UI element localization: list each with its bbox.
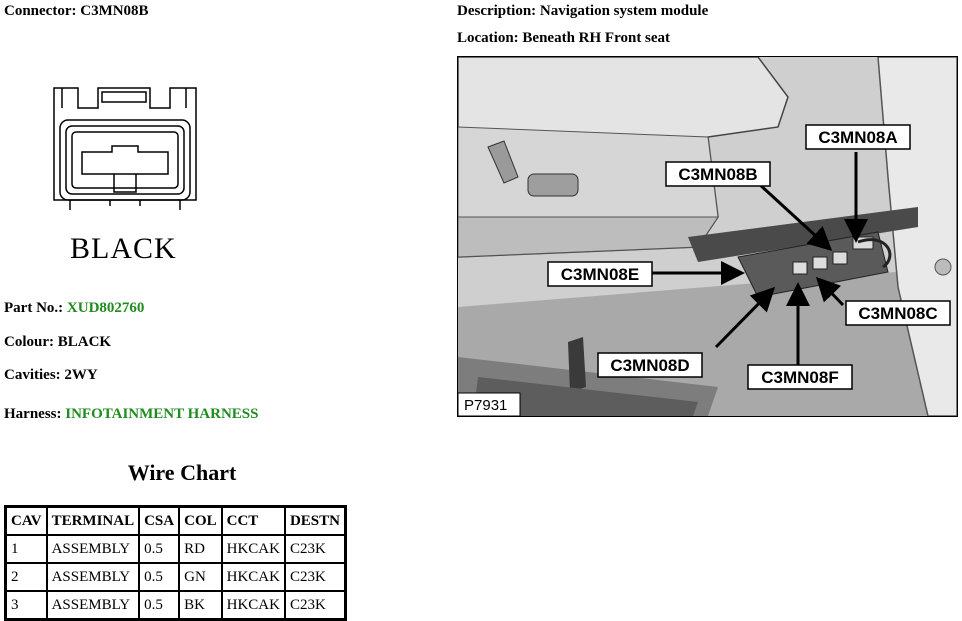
photo-id-label: P7931 (464, 397, 508, 414)
cell-col: BK (179, 591, 222, 620)
cell-destn: C23K (285, 535, 346, 563)
cell-destn: C23K (285, 563, 346, 591)
colour-value: BLACK (57, 334, 112, 350)
callout-d (598, 353, 702, 377)
colour-label: Colour: (4, 334, 54, 350)
cell-terminal: ASSEMBLY (47, 591, 140, 620)
callout-a-label: C3MN08A (818, 128, 898, 147)
part-number-label: Part No.: (4, 300, 64, 316)
location-value: Beneath RH Front seat (522, 30, 671, 46)
callout-e-label: C3MN08E (560, 265, 640, 284)
cell-destn: C23K (285, 591, 346, 620)
column-header-cav: CAV (6, 507, 47, 536)
cell-terminal: ASSEMBLY (47, 535, 140, 563)
table-header-row (6, 507, 346, 536)
description-line (457, 3, 708, 20)
connector-title (4, 3, 149, 20)
seat-area-illustration (458, 57, 957, 416)
cell-csa: 0.5 (139, 535, 179, 563)
cell-cct: HKCAK (222, 563, 285, 591)
cell-csa: 0.5 (139, 563, 179, 591)
table-row (6, 535, 346, 563)
callout-b-label: C3MN08B (678, 165, 758, 184)
description-label: Description: (457, 3, 537, 19)
table-row (6, 591, 346, 620)
connector-colour-caption: BLACK (70, 232, 177, 265)
cell-cav: 1 (6, 535, 47, 563)
location-line (457, 30, 670, 47)
cell-cav: 3 (6, 591, 47, 620)
location-photo (457, 56, 958, 417)
callout-e (548, 262, 652, 286)
connector-face-drawing (50, 80, 200, 215)
wire-chart-title: Wire Chart (127, 460, 237, 485)
part-number-line (4, 300, 144, 317)
cavities-value: 2WY (64, 367, 98, 383)
cavities-label: Cavities: (4, 367, 61, 383)
photo-id-box (458, 393, 520, 416)
cell-cav: 2 (6, 563, 47, 591)
cell-terminal: ASSEMBLY (47, 563, 140, 591)
cell-col: RD (179, 535, 222, 563)
column-header-col: COL (179, 507, 222, 536)
connector-label: Connector: (4, 3, 77, 19)
cell-cct: HKCAK (222, 535, 285, 563)
callout-b (666, 162, 770, 186)
harness-label: Harness: (4, 406, 62, 422)
column-header-terminal: TERMINAL (47, 507, 140, 536)
cell-csa: 0.5 (139, 591, 179, 620)
column-header-csa: CSA (139, 507, 179, 536)
cell-cct: HKCAK (222, 591, 285, 620)
callout-d-label: C3MN08D (610, 356, 690, 375)
part-number-link[interactable]: XUD802760 (66, 300, 145, 316)
column-header-cct: CCT (222, 507, 285, 536)
cell-col: GN (179, 563, 222, 591)
harness-link[interactable]: INFOTAINMENT HARNESS (65, 406, 259, 422)
callout-f-label: C3MN08F (761, 368, 839, 387)
wire-chart-table (4, 505, 347, 621)
column-header-destn: DESTN (285, 507, 346, 536)
cavities-line (4, 367, 98, 384)
callout-a (806, 125, 910, 149)
callout-f (748, 365, 852, 389)
connector-value: C3MN08B (80, 3, 149, 19)
description-value: Navigation system module (539, 3, 709, 19)
callout-c-label: C3MN08C (858, 304, 938, 323)
colour-line (4, 334, 111, 351)
location-label: Location: (457, 30, 519, 46)
callout-c (846, 301, 950, 325)
harness-line (4, 406, 258, 423)
table-row (6, 563, 346, 591)
